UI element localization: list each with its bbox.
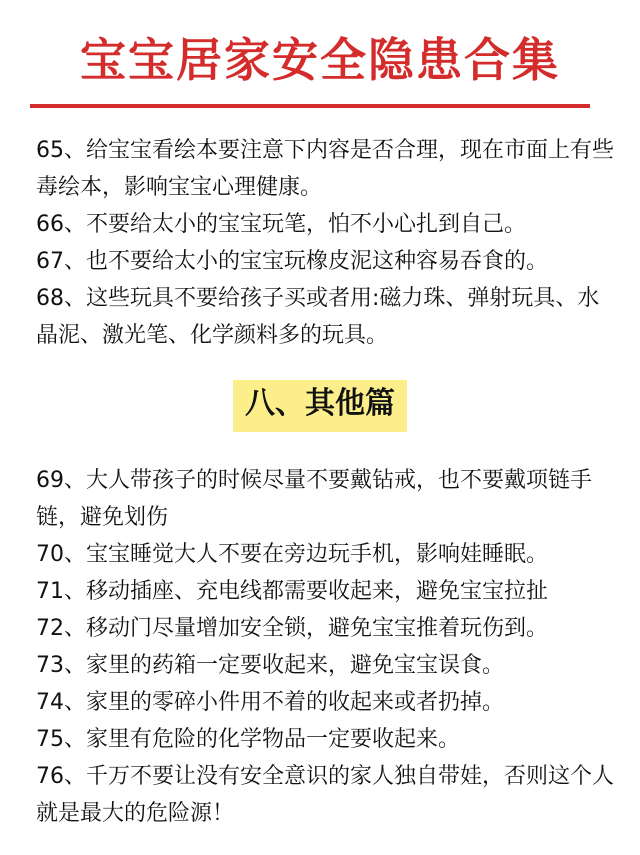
list-item: 66、不要给太小的宝宝玩笔，怕不小心扎到自己。	[36, 212, 526, 237]
section-heading: 八、其他篇	[233, 380, 407, 432]
list-item: 65、给宝宝看绘本要注意下内容是否合理，现在市面上有些毒绘本，影响宝宝心理健康。	[36, 138, 614, 200]
page-title: 宝宝居家安全隐患合集	[80, 33, 560, 87]
list-item: 68、这些玩具不要给孩子买或者用:磁力珠、弹射玩具、水晶泥、激光笔、化学颜料多的玩具。	[36, 286, 600, 348]
list-item: 69、大人带孩子的时候尽量不要戴钻戒，也不要戴项链手链，避免划伤	[36, 468, 592, 530]
safety-list-part-one	[36, 132, 616, 354]
list-item: 75、家里有危险的化学物品一定要收起来。	[36, 727, 460, 752]
list-item: 67、也不要给太小的宝宝玩橡皮泥这种容易吞食的。	[36, 249, 548, 274]
list-item: 70、宝宝睡觉大人不要在旁边玩手机，影响娃睡眠。	[36, 542, 548, 567]
list-item: 76、千万不要让没有安全意识的家人独自带娃，否则这个人就是最大的危险源！	[36, 764, 614, 826]
list-item: 74、家里的零碎小件用不着的收起来或者扔掉。	[36, 690, 504, 715]
list-item: 71、移动插座、充电线都需要收起来，避免宝宝拉扯	[36, 579, 548, 604]
list-item: 73、家里的药箱一定要收起来，避免宝宝误食。	[36, 653, 504, 678]
title-divider	[30, 104, 590, 108]
safety-list-part-two	[36, 462, 616, 832]
list-item: 72、移动门尽量增加安全锁，避免宝宝推着玩伤到。	[36, 616, 548, 641]
section-heading-container	[0, 380, 640, 432]
